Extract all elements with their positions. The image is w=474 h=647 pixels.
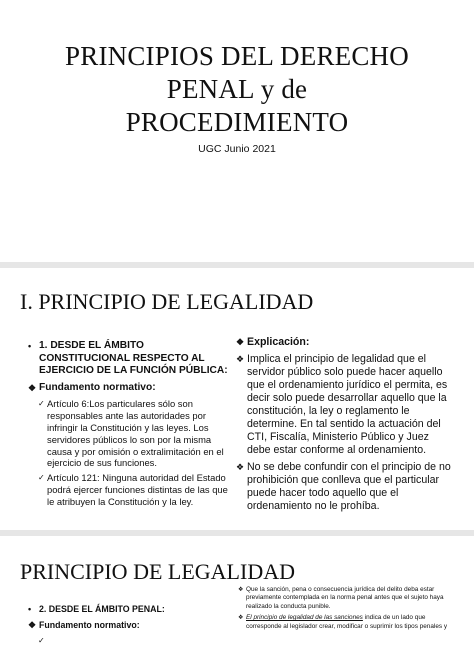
list-item	[28, 604, 208, 616]
diamond-bullet-icon: ❖	[236, 354, 245, 364]
diamond-bullet-icon: ❖	[236, 337, 245, 347]
list-item	[236, 353, 454, 457]
list-item	[28, 340, 228, 378]
legality-slide	[0, 268, 474, 530]
diamond-bullet-icon: ❖	[236, 462, 245, 472]
list-item-text: Fundamento normativo:	[39, 619, 140, 630]
main-title-line-2: PENAL y de	[166, 74, 308, 104]
checkmark-icon: ✓	[38, 473, 45, 483]
diamond-bullet-icon: ❖	[238, 587, 244, 593]
list-item-text: 1. DESDE EL ÁMBITO CONSTITUCIONAL RESPECTO AL EJERCICIO DE LA FUNCIÓN PÚBLICA:	[39, 340, 228, 377]
list-subitem-text: Artículo 121: Ninguna autoridad del Estado podrá ejercer funciones distintas de las que le atribuyen la Constitución y la ley.	[47, 472, 228, 507]
emphasis-text: El principio de legalidad de las sanciones	[246, 614, 363, 622]
list-item	[28, 620, 208, 632]
diamond-bullet-icon: ❖	[238, 615, 244, 622]
bullet-icon: •	[28, 604, 32, 614]
left-column	[28, 340, 228, 511]
list-item-text: Que la sanción, pena o consecuencia jurídica del delito deba estar previamente contemplada en la norma penal antes que el sujeto haya realizado la conducta punible.	[246, 586, 444, 610]
list-item	[238, 586, 458, 611]
list-item	[236, 336, 454, 349]
main-title	[20, 40, 454, 139]
list-subitem-text: Artículo 6:Los particulares sólo son responsables ante las autoridades por infringir la Constitución y las leyes. Los servidores públicos lo son por la misma causa y por omisión o extralimitación en el ejercicio de sus funciones.	[47, 398, 224, 469]
legality-slide-2	[0, 536, 474, 645]
list-item-text: indica de un lado que corresponde al legislador crear, modificar o suprimir los tipos penales y	[246, 614, 448, 630]
right-column	[238, 586, 458, 634]
section-title: PRINCIPIO DE LEGALIDAD	[20, 559, 295, 584]
list-subitem	[28, 398, 228, 469]
subtitle: UGC Junio 2021	[198, 143, 276, 155]
diamond-bullet-icon: ❖	[28, 382, 37, 393]
diamond-bullet-icon: ❖	[28, 619, 37, 630]
list-item-text: Explicación:	[247, 336, 310, 348]
list-item	[28, 382, 228, 395]
checkmark-icon: ✓	[38, 636, 45, 645]
title-slide	[0, 0, 474, 262]
list-item-text: No se debe confundir con el principio de no prohibición que conlleva que el particular puede hacer todo aquello que el ordenamiento no le prohíba.	[247, 461, 451, 512]
list-item	[238, 614, 458, 631]
list-item-text: 2. DESDE EL ÁMBITO PENAL:	[39, 604, 165, 614]
left-column	[28, 604, 208, 645]
section-title: I. PRINCIPIO DE LEGALIDAD	[20, 289, 314, 314]
bullet-icon: •	[28, 341, 32, 351]
checkmark-icon: ✓	[38, 399, 45, 409]
right-column	[236, 336, 454, 517]
list-subitem	[28, 472, 228, 507]
list-item-text: Implica el principio de legalidad que el servidor público solo puede hacer aquello que el ordenamiento jurídico el permita, es decir solo puede desarrollar aquello que la constitución, la ley o reglamento le determine. En tal sentido la actuación del CTI, Fiscalía, Ministerio Público y Juez debe estar conforme al ordenamiento.	[247, 353, 448, 456]
main-title-line-1: PRINCIPIOS DEL DERECHO	[65, 41, 409, 71]
list-item	[236, 461, 454, 513]
list-item-text: Fundamento normativo:	[39, 381, 156, 393]
main-title-line-3: PROCEDIMIENTO	[125, 107, 349, 137]
